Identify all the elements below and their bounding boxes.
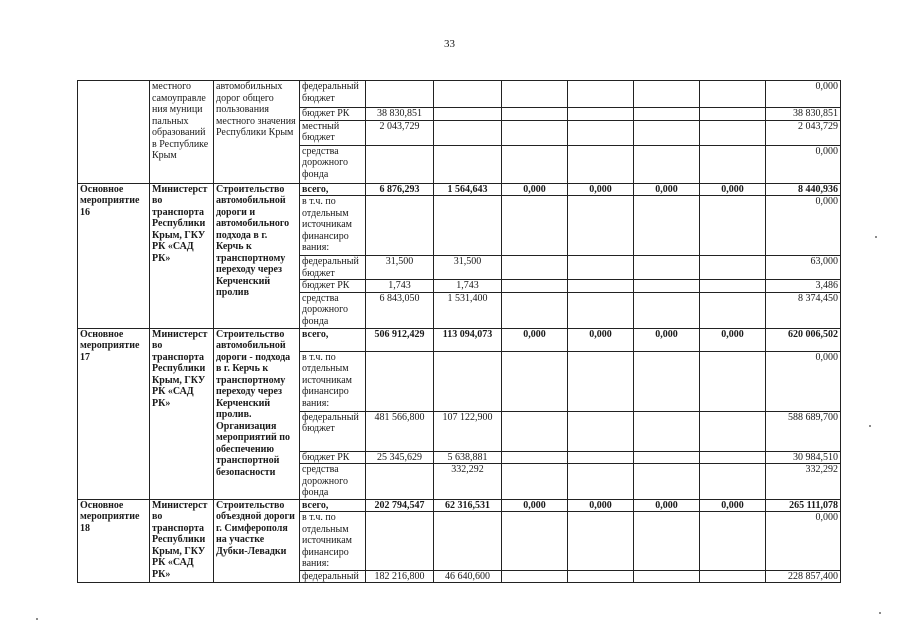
amount-cell bbox=[634, 256, 700, 280]
total-cell: 8 374,450 bbox=[766, 292, 841, 328]
activity-name-cell: автомобильных дорог общего пользования местного значения Республики Крым bbox=[214, 81, 300, 184]
scan-speck bbox=[869, 425, 871, 427]
amount-cell bbox=[568, 570, 634, 583]
scan-speck bbox=[879, 612, 881, 614]
amount-cell bbox=[366, 145, 434, 183]
amount-cell bbox=[568, 451, 634, 464]
budget-table-body bbox=[78, 81, 841, 583]
amount-cell bbox=[634, 451, 700, 464]
amount-cell bbox=[700, 145, 766, 183]
amount-cell bbox=[700, 292, 766, 328]
amount-cell bbox=[366, 512, 434, 571]
amount-cell: 202 794,547 bbox=[366, 499, 434, 512]
table-row bbox=[78, 499, 841, 512]
amount-cell: 38 830,851 bbox=[366, 108, 434, 121]
funding-source-cell: средства дорожного фонда bbox=[300, 292, 366, 328]
amount-cell bbox=[434, 351, 502, 411]
amount-cell: 0,000 bbox=[568, 499, 634, 512]
funding-source-cell: всего, bbox=[300, 183, 366, 196]
event-cell bbox=[78, 81, 150, 184]
amount-cell bbox=[502, 512, 568, 571]
table-row bbox=[78, 81, 841, 108]
funding-source-cell: в т.ч. по отдельным источникам финансиро вания: bbox=[300, 196, 366, 256]
amount-cell bbox=[502, 451, 568, 464]
table-row bbox=[78, 183, 841, 196]
amount-cell: 0,000 bbox=[634, 183, 700, 196]
total-cell: 265 111,078 bbox=[766, 499, 841, 512]
amount-cell bbox=[634, 411, 700, 451]
total-cell: 620 006,502 bbox=[766, 328, 841, 351]
amount-cell bbox=[502, 196, 568, 256]
budget-table bbox=[77, 80, 841, 583]
scan-speck bbox=[875, 236, 877, 238]
amount-cell bbox=[634, 120, 700, 145]
total-cell: 0,000 bbox=[766, 351, 841, 411]
event-cell: Основное мероприятие 16 bbox=[78, 183, 150, 328]
amount-cell: 0,000 bbox=[502, 499, 568, 512]
amount-cell bbox=[568, 280, 634, 293]
total-cell: 38 830,851 bbox=[766, 108, 841, 121]
amount-cell bbox=[568, 81, 634, 108]
scan-speck bbox=[36, 618, 38, 620]
amount-cell bbox=[568, 351, 634, 411]
amount-cell bbox=[434, 512, 502, 571]
total-cell: 0,000 bbox=[766, 512, 841, 571]
amount-cell bbox=[700, 81, 766, 108]
amount-cell bbox=[634, 108, 700, 121]
funding-source-cell: федеральный бюджет bbox=[300, 411, 366, 451]
total-cell: 332,292 bbox=[766, 464, 841, 500]
amount-cell: 113 094,073 bbox=[434, 328, 502, 351]
amount-cell bbox=[366, 464, 434, 500]
executor-cell: Министерст во транспорта Республики Крым, ГКУ РК «САД РК» bbox=[150, 183, 214, 328]
amount-cell bbox=[502, 292, 568, 328]
total-cell: 588 689,700 bbox=[766, 411, 841, 451]
amount-cell: 506 912,429 bbox=[366, 328, 434, 351]
total-cell: 0,000 bbox=[766, 196, 841, 256]
total-cell: 228 857,400 bbox=[766, 570, 841, 583]
amount-cell: 107 122,900 bbox=[434, 411, 502, 451]
amount-cell bbox=[568, 108, 634, 121]
activity-name-cell: Строительство автомобильной дороги и автомобильного подхода в г. Керчь к транспортному переходу через Керченский пролив bbox=[214, 183, 300, 328]
amount-cell bbox=[700, 256, 766, 280]
total-cell: 0,000 bbox=[766, 145, 841, 183]
activity-name-cell: Строительство автомобильной дороги - подхода в г. Керчь к транспортному переходу через Керченский пролив. Организация мероприятий по обеспечению транспортной безопасности bbox=[214, 328, 300, 499]
amount-cell bbox=[366, 81, 434, 108]
amount-cell: 1,743 bbox=[366, 280, 434, 293]
funding-source-cell: бюджет РК bbox=[300, 451, 366, 464]
amount-cell bbox=[434, 120, 502, 145]
funding-source-cell: всего, bbox=[300, 328, 366, 351]
amount-cell bbox=[502, 256, 568, 280]
total-cell: 2 043,729 bbox=[766, 120, 841, 145]
amount-cell: 31,500 bbox=[434, 256, 502, 280]
amount-cell bbox=[502, 145, 568, 183]
amount-cell bbox=[700, 570, 766, 583]
amount-cell bbox=[366, 351, 434, 411]
funding-source-cell: в т.ч. по отдельным источникам финансиро вания: bbox=[300, 512, 366, 571]
amount-cell bbox=[634, 292, 700, 328]
amount-cell: 0,000 bbox=[700, 328, 766, 351]
amount-cell bbox=[700, 451, 766, 464]
amount-cell bbox=[700, 464, 766, 500]
event-cell: Основное мероприятие 18 bbox=[78, 499, 150, 583]
amount-cell bbox=[634, 464, 700, 500]
amount-cell bbox=[434, 108, 502, 121]
amount-cell bbox=[634, 145, 700, 183]
amount-cell: 0,000 bbox=[568, 183, 634, 196]
amount-cell bbox=[634, 351, 700, 411]
amount-cell: 0,000 bbox=[568, 328, 634, 351]
amount-cell: 0,000 bbox=[502, 328, 568, 351]
amount-cell bbox=[568, 120, 634, 145]
amount-cell bbox=[700, 108, 766, 121]
funding-source-cell: средства дорожного фонда bbox=[300, 464, 366, 500]
amount-cell: 1,743 bbox=[434, 280, 502, 293]
total-cell: 0,000 bbox=[766, 81, 841, 108]
amount-cell bbox=[568, 411, 634, 451]
amount-cell bbox=[634, 280, 700, 293]
funding-source-cell: средства дорожного фонда bbox=[300, 145, 366, 183]
funding-source-cell: местный бюджет bbox=[300, 120, 366, 145]
table-row bbox=[78, 328, 841, 351]
amount-cell: 332,292 bbox=[434, 464, 502, 500]
amount-cell bbox=[502, 108, 568, 121]
funding-source-cell: всего, bbox=[300, 499, 366, 512]
amount-cell: 1 564,643 bbox=[434, 183, 502, 196]
amount-cell bbox=[634, 196, 700, 256]
amount-cell bbox=[634, 81, 700, 108]
amount-cell bbox=[502, 120, 568, 145]
amount-cell: 6 876,293 bbox=[366, 183, 434, 196]
amount-cell bbox=[700, 120, 766, 145]
amount-cell bbox=[434, 145, 502, 183]
funding-source-cell: в т.ч. по отдельным источникам финансиро вания: bbox=[300, 351, 366, 411]
amount-cell bbox=[502, 81, 568, 108]
amount-cell: 2 043,729 bbox=[366, 120, 434, 145]
amount-cell bbox=[366, 196, 434, 256]
amount-cell bbox=[502, 351, 568, 411]
funding-source-cell: федеральный бюджет bbox=[300, 81, 366, 108]
total-cell: 63,000 bbox=[766, 256, 841, 280]
amount-cell bbox=[700, 411, 766, 451]
amount-cell: 62 316,531 bbox=[434, 499, 502, 512]
executor-cell: местного самоуправле ния муници пальных образований в Республике Крым bbox=[150, 81, 214, 184]
total-cell: 3,486 bbox=[766, 280, 841, 293]
amount-cell bbox=[700, 280, 766, 293]
amount-cell: 182 216,800 bbox=[366, 570, 434, 583]
amount-cell: 0,000 bbox=[502, 183, 568, 196]
amount-cell bbox=[700, 512, 766, 571]
amount-cell: 31,500 bbox=[366, 256, 434, 280]
amount-cell bbox=[634, 512, 700, 571]
amount-cell bbox=[568, 145, 634, 183]
amount-cell: 0,000 bbox=[634, 328, 700, 351]
funding-source-cell: федеральный bbox=[300, 570, 366, 583]
amount-cell: 0,000 bbox=[634, 499, 700, 512]
page-number: 33 bbox=[444, 38, 455, 50]
funding-source-cell: бюджет РК bbox=[300, 108, 366, 121]
amount-cell bbox=[502, 464, 568, 500]
amount-cell: 0,000 bbox=[700, 183, 766, 196]
activity-name-cell: Строительство объездной дороги г. Симферополя на участке Дубки-Левадки bbox=[214, 499, 300, 583]
total-cell: 8 440,936 bbox=[766, 183, 841, 196]
total-cell: 30 984,510 bbox=[766, 451, 841, 464]
amount-cell bbox=[434, 81, 502, 108]
amount-cell bbox=[700, 351, 766, 411]
amount-cell: 6 843,050 bbox=[366, 292, 434, 328]
executor-cell: Министерст во транспорта Республики Крым, ГКУ РК «САД РК» bbox=[150, 328, 214, 499]
amount-cell bbox=[568, 464, 634, 500]
amount-cell: 1 531,400 bbox=[434, 292, 502, 328]
event-cell: Основное мероприятие 17 bbox=[78, 328, 150, 499]
amount-cell bbox=[568, 512, 634, 571]
amount-cell bbox=[568, 256, 634, 280]
amount-cell bbox=[434, 196, 502, 256]
amount-cell bbox=[502, 570, 568, 583]
amount-cell bbox=[568, 292, 634, 328]
amount-cell: 25 345,629 bbox=[366, 451, 434, 464]
funding-source-cell: федеральный бюджет bbox=[300, 256, 366, 280]
amount-cell bbox=[502, 280, 568, 293]
amount-cell bbox=[568, 196, 634, 256]
amount-cell: 46 640,600 bbox=[434, 570, 502, 583]
amount-cell: 5 638,881 bbox=[434, 451, 502, 464]
amount-cell bbox=[700, 196, 766, 256]
amount-cell bbox=[634, 570, 700, 583]
executor-cell: Министерст во транспорта Республики Крым, ГКУ РК «САД РК» bbox=[150, 499, 214, 583]
amount-cell bbox=[502, 411, 568, 451]
amount-cell: 0,000 bbox=[700, 499, 766, 512]
amount-cell: 481 566,800 bbox=[366, 411, 434, 451]
funding-source-cell: бюджет РК bbox=[300, 280, 366, 293]
